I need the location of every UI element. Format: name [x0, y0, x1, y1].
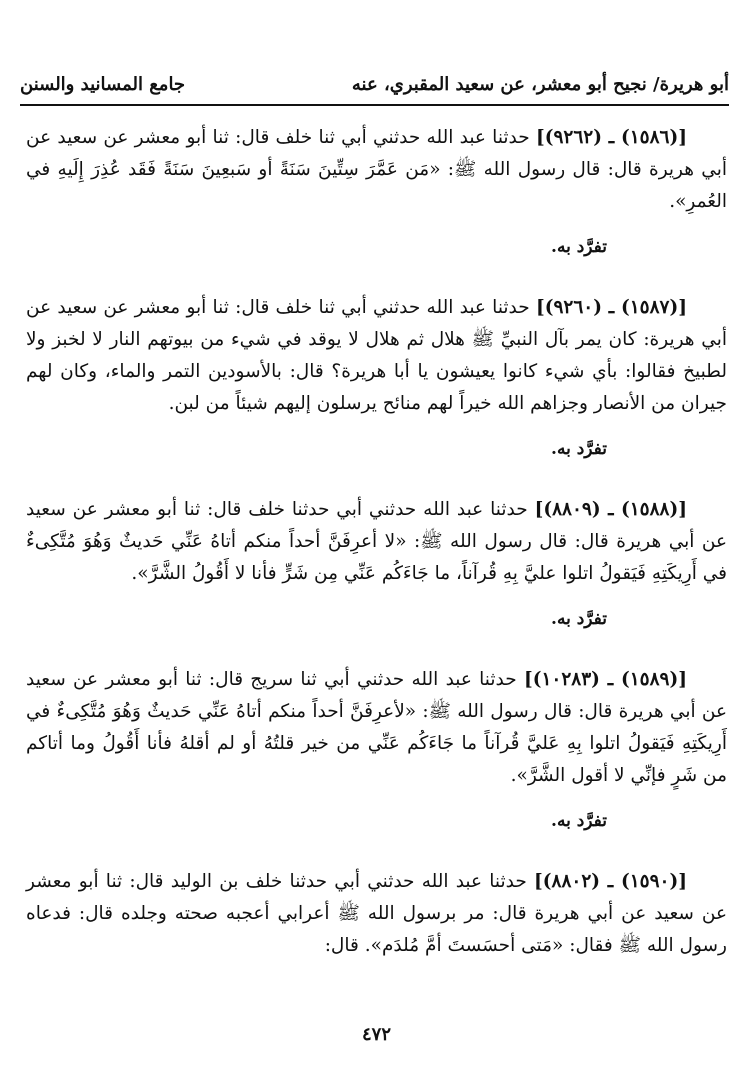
- hadith-text: حدثنا عبد الله حدثني أبي حدثنا خلف قال: ثنا أبو معشر عن سعيد عن أبي هريرة قال: قال رسول الله ﷺ: «لا أعرِفَنَّ أحداً منكم أتاهُ عَنِّي حَديثٌ وَهُوَ مُتَّكِىءٌ في أَرِيكَتِهِ فَيَقولُ اتلوا عليَّ بِهِ قُرآناً، ما جَاءَكُم عَنِّي مِن شَرٍّ فأنا لا أَقُولُ الشَّرَّ».: [26, 499, 727, 584]
- header-chapter-title: أبو هريرة/ نجيح أبو معشر، عن سعيد المقبري، عنه: [351, 73, 729, 95]
- hadith-entry: [26, 292, 727, 464]
- hadith-note: تفرَّد به.: [551, 609, 607, 629]
- hadith-note: تفرَّد به.: [551, 237, 607, 257]
- hadith-text: حدثنا عبد الله حدثني أبي ثنا خلف قال: ثنا أبو معشر عن سعيد عن أبي هريرة قال: قال رسول الله ﷺ: «مَن عَمَّرَ سِتِّينَ سَنَةً أو سَبعِينَ سَنَةً فَقَد عُذِرَ إِلَيهِ في العُمرِ».: [26, 127, 727, 212]
- hadith-entry: [26, 122, 727, 262]
- hadith-number: [(١٥٩٠) ـ (٨٨٠٢)]: [534, 871, 687, 892]
- hadith-entry: [26, 664, 727, 836]
- hadith-number: [(١٥٨٦) ـ (٩٢٦٢)]: [535, 127, 688, 148]
- hadith-paragraph: [26, 292, 727, 420]
- hadith-number: [(١٥٨٩) ـ (١٠٢٨٣)]: [523, 669, 687, 690]
- hadith-number: [(١٥٨٨) ـ (٨٨٠٩)]: [534, 499, 687, 520]
- hadith-note: تفرَّد به.: [551, 439, 607, 459]
- hadith-number: [(١٥٨٧) ـ (٩٢٦٠)]: [535, 297, 688, 318]
- hadith-paragraph: [26, 664, 727, 792]
- hadith-text: حدثنا عبد الله حدثني أبي حدثنا خلف بن الوليد قال: ثنا أبو معشر عن سعيد عن أبي هريرة قال: مر برسول الله ﷺ أعرابي أعجبه صحته وجلده قال: فدعاه رسول الله ﷺ فقال: «مَتى أحسَستَ أمَّ مُلدَم». قال:: [26, 871, 727, 956]
- hadith-paragraph: [26, 866, 727, 962]
- page-number: ٤٧٢: [361, 1024, 391, 1045]
- hadith-text: حدثنا عبد الله حدثني أبي ثنا سريج قال: ثنا أبو معشر عن سعيد عن أبي هريرة قال: قال رسول الله ﷺ: «لأعرِفَنَّ أحداً منكم أتاهُ عَنِّي حَديثٌ وَهُوَ مُتَّكِىءٌ في أَرِيكَتِهِ فَيَقولُ اتلوا بِهِ عَليَّ قُرآناً ما جَاءَكُم عَنِّي من خير قلتُهُ أو لم أقلهُ فأنا أَقُولُ وما أتاكم من شَرٍ فإنِّي لا أقول الشَّرَّ».: [26, 669, 727, 786]
- hadith-paragraph: [26, 494, 727, 590]
- hadith-note: تفرَّد به.: [551, 811, 607, 831]
- header-divider: [20, 104, 729, 106]
- header-book-title: جامع المسانيد والسنن: [20, 73, 186, 95]
- hadith-text: حدثنا عبد الله حدثني أبي ثنا خلف قال: ثنا أبو معشر عن سعيد عن أبي هريرة: كان يمر بآل النبيِّ ﷺ هلال ثم هلال لا يوقد في شيء من بيوتهم النار لا لخبز ولا لطبيخ فقالوا: بأي شيء كانوا يعيشون يا أبا هريرة؟ قال: بالأسودين التمر والماء، وكان لهم جيران من الأنصار وجزاهم الله خيراً لهم منائح يرسلون إليهم شيئاً من لبن.: [26, 297, 727, 414]
- hadith-entry: [26, 494, 727, 634]
- hadith-entry: [26, 866, 727, 962]
- hadith-paragraph: [26, 122, 727, 218]
- running-header: [20, 66, 729, 102]
- hadith-list: [26, 122, 727, 962]
